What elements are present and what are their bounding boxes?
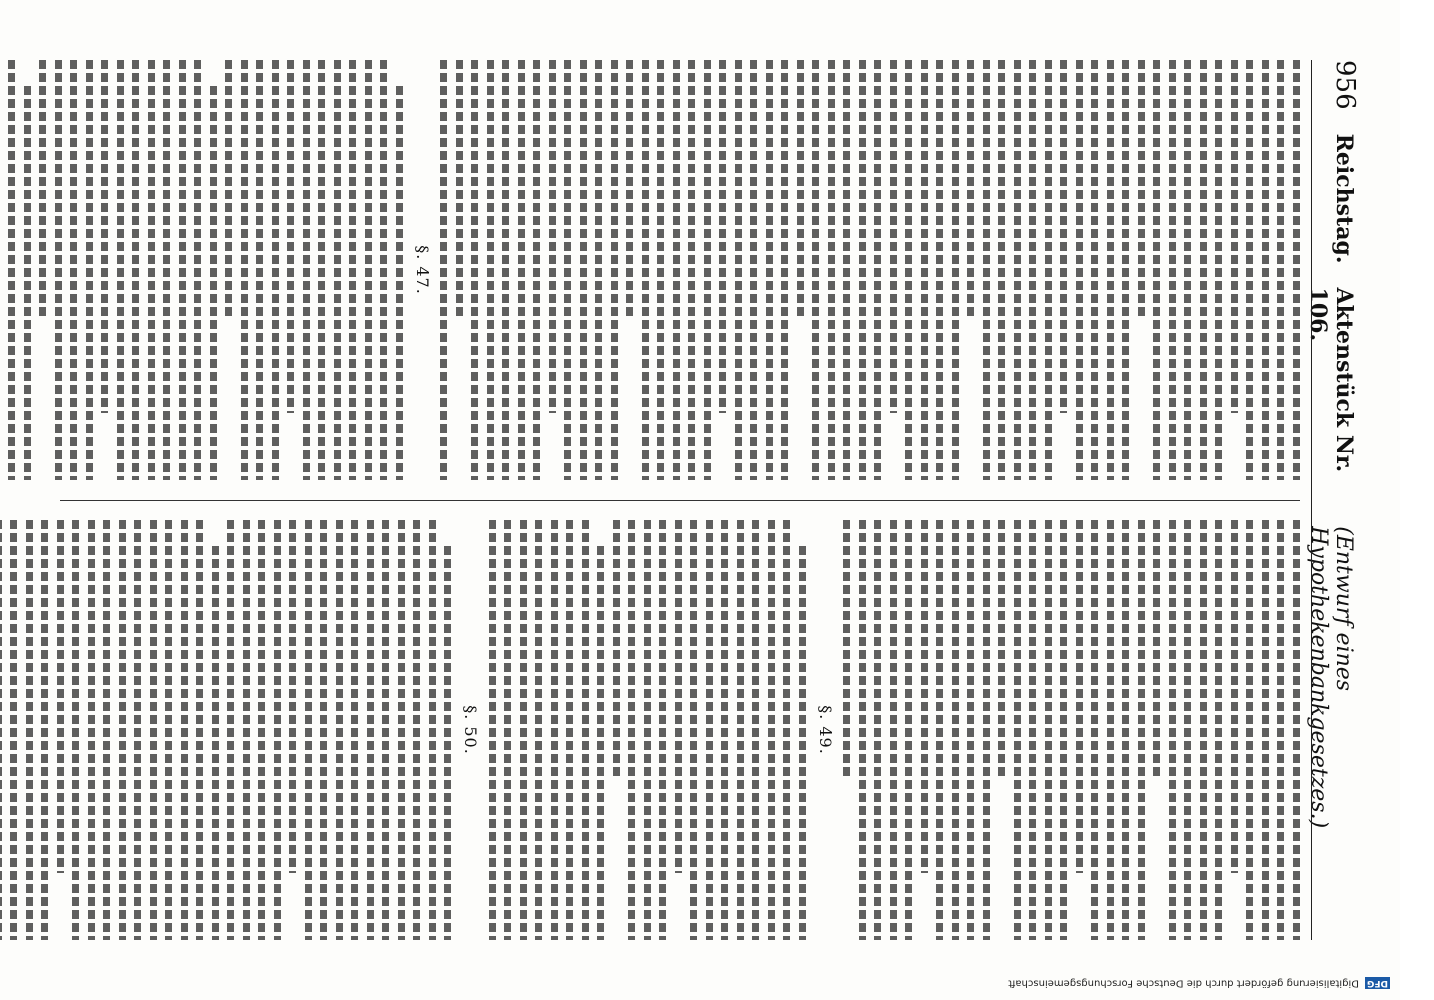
text-line xyxy=(627,60,634,320)
text-line xyxy=(1030,520,1037,940)
text-line xyxy=(55,60,62,480)
text-line xyxy=(673,60,680,480)
text-line xyxy=(520,520,527,940)
text-line xyxy=(596,60,603,480)
text-line xyxy=(629,520,636,940)
dfg-logo: DFG xyxy=(1366,978,1388,988)
text-line xyxy=(288,60,295,413)
text-line xyxy=(1061,520,1068,940)
text-line xyxy=(1014,520,1021,940)
text-line xyxy=(117,60,124,480)
text-line xyxy=(26,520,33,940)
document-number: Aktenstück Nr. 106. xyxy=(1305,287,1357,473)
text-line xyxy=(181,520,188,940)
text-line xyxy=(166,520,173,940)
text-line xyxy=(1200,60,1207,480)
text-line xyxy=(274,520,281,940)
text-line xyxy=(844,60,851,480)
section-heading: §. 49. xyxy=(816,705,835,755)
text-line xyxy=(828,60,835,480)
text-line xyxy=(737,520,744,940)
text-line xyxy=(768,520,775,940)
text-line xyxy=(784,520,791,940)
text-line xyxy=(1138,60,1145,320)
text-line xyxy=(797,60,804,320)
text-line xyxy=(937,60,944,480)
text-line xyxy=(1293,60,1300,480)
text-line xyxy=(565,60,572,480)
text-line xyxy=(1278,60,1285,480)
text-line xyxy=(1154,60,1161,480)
text-line xyxy=(0,520,2,940)
text-line xyxy=(104,520,111,940)
text-line xyxy=(1247,60,1254,480)
text-line xyxy=(334,60,341,480)
text-line xyxy=(983,60,990,480)
text-line xyxy=(1216,520,1223,940)
text-line xyxy=(212,546,219,940)
text-line xyxy=(813,60,820,480)
text-line xyxy=(582,520,589,940)
text-line xyxy=(1231,60,1238,413)
text-line xyxy=(580,60,587,480)
text-line xyxy=(658,60,665,480)
digitization-credit xyxy=(10,972,1390,994)
text-line xyxy=(1123,520,1130,940)
text-line xyxy=(999,520,1006,780)
text-line xyxy=(243,520,250,940)
text-line xyxy=(472,60,479,480)
text-line xyxy=(844,520,851,780)
text-line xyxy=(1278,520,1285,940)
text-line xyxy=(352,520,359,940)
text-line xyxy=(1014,60,1021,480)
text-line xyxy=(164,60,171,480)
text-line xyxy=(1061,60,1068,413)
text-line xyxy=(859,60,866,480)
text-line xyxy=(259,520,266,940)
text-line xyxy=(551,520,558,940)
text-line xyxy=(429,520,436,940)
text-line xyxy=(241,60,248,480)
page-number: 956 xyxy=(1330,60,1360,110)
text-line xyxy=(890,60,897,413)
text-line xyxy=(1138,520,1145,940)
text-line xyxy=(1045,520,1052,940)
text-line xyxy=(598,546,605,940)
text-line xyxy=(272,60,279,480)
text-line xyxy=(906,520,913,940)
text-line xyxy=(135,520,142,940)
text-line xyxy=(1030,60,1037,480)
text-line xyxy=(290,520,297,873)
text-line xyxy=(611,60,618,480)
text-line xyxy=(1231,520,1238,873)
head-rule xyxy=(1311,60,1312,940)
text-line xyxy=(119,520,126,940)
text-line xyxy=(367,520,374,940)
text-line xyxy=(57,520,64,873)
text-line xyxy=(42,520,49,940)
text-line xyxy=(1247,520,1254,940)
text-line xyxy=(133,60,140,480)
document-subtitle: (Entwurf eines Hypothekenbankgesetzes.) xyxy=(1306,526,1356,829)
text-line xyxy=(968,520,975,940)
text-line xyxy=(859,520,866,940)
text-line xyxy=(1123,60,1130,480)
text-line xyxy=(921,520,928,873)
text-line xyxy=(71,60,78,480)
text-line xyxy=(179,60,186,480)
text-line xyxy=(1154,520,1161,780)
text-line xyxy=(489,520,496,940)
text-line xyxy=(722,520,729,940)
text-line xyxy=(1107,520,1114,940)
text-line xyxy=(319,60,326,480)
text-line xyxy=(210,86,217,480)
text-line xyxy=(150,520,157,940)
text-line xyxy=(983,520,990,940)
text-line xyxy=(1169,60,1176,480)
text-line xyxy=(952,520,959,940)
text-line xyxy=(228,520,235,940)
text-line xyxy=(753,520,760,940)
text-line xyxy=(350,60,357,480)
text-line xyxy=(1076,60,1083,480)
text-line xyxy=(257,60,264,480)
text-line xyxy=(1092,520,1099,940)
text-line xyxy=(937,520,944,940)
text-line xyxy=(952,60,959,480)
text-line xyxy=(11,520,18,940)
text-line xyxy=(518,60,525,480)
text-line xyxy=(660,520,667,940)
text-line xyxy=(505,520,512,940)
text-line xyxy=(782,60,789,480)
text-line xyxy=(691,520,698,940)
section-heading: §. 47. xyxy=(413,245,432,295)
text-line xyxy=(644,520,651,940)
right-column xyxy=(60,520,1300,940)
text-line xyxy=(148,60,155,480)
text-line xyxy=(704,60,711,480)
credit-text: Digitalisierung gefördert durch die Deutsche Forschungsgemeinschaft xyxy=(1008,977,1359,989)
text-line xyxy=(890,520,897,940)
section-heading: §. 50. xyxy=(461,705,481,755)
text-line xyxy=(40,60,47,320)
text-line xyxy=(751,60,758,480)
text-line xyxy=(365,60,372,480)
text-line xyxy=(689,60,696,480)
text-line xyxy=(383,520,390,940)
text-line xyxy=(1185,520,1192,940)
text-line xyxy=(73,520,80,940)
text-line xyxy=(102,60,109,413)
text-line xyxy=(503,60,510,480)
text-line xyxy=(1076,520,1083,873)
text-line xyxy=(1092,60,1099,480)
text-line xyxy=(1107,60,1114,480)
text-line xyxy=(1185,60,1192,480)
text-line xyxy=(197,520,204,940)
text-line xyxy=(336,520,343,940)
text-line xyxy=(1262,520,1269,940)
text-line xyxy=(536,520,543,940)
text-line xyxy=(921,60,928,480)
text-line xyxy=(1293,520,1300,940)
text-line xyxy=(1262,60,1269,480)
text-line xyxy=(720,60,727,413)
text-line xyxy=(906,60,913,480)
text-line xyxy=(799,546,806,940)
running-head xyxy=(1305,60,1360,940)
text-line xyxy=(226,60,233,320)
text-line xyxy=(549,60,556,413)
text-line xyxy=(456,60,463,320)
text-line xyxy=(86,60,93,480)
text-line xyxy=(396,86,403,480)
text-line xyxy=(1216,60,1223,480)
text-line xyxy=(675,520,682,873)
text-line xyxy=(303,60,310,480)
text-line xyxy=(567,520,574,940)
text-line xyxy=(875,520,882,940)
text-line xyxy=(1200,520,1207,940)
text-line xyxy=(968,60,975,320)
text-line xyxy=(321,520,328,940)
text-line xyxy=(24,86,31,480)
text-line xyxy=(766,60,773,480)
text-line xyxy=(195,60,202,480)
text-line xyxy=(735,60,742,480)
left-column xyxy=(60,60,1300,480)
column-divider xyxy=(60,500,1300,501)
text-line xyxy=(398,520,405,940)
text-line xyxy=(305,520,312,940)
text-line xyxy=(1045,60,1052,480)
text-line xyxy=(613,520,620,780)
text-line xyxy=(445,546,452,940)
text-line xyxy=(414,520,421,940)
text-line xyxy=(381,60,388,480)
text-line xyxy=(88,520,95,940)
text-line xyxy=(441,60,448,480)
text-line xyxy=(487,60,494,480)
text-line xyxy=(706,520,713,940)
text-line xyxy=(1169,520,1176,940)
text-line xyxy=(9,60,16,480)
text-line xyxy=(875,60,882,480)
text-line xyxy=(534,60,541,480)
text-line xyxy=(999,60,1006,480)
publication-title: Reichstag. xyxy=(1331,133,1357,264)
text-line xyxy=(642,60,649,480)
